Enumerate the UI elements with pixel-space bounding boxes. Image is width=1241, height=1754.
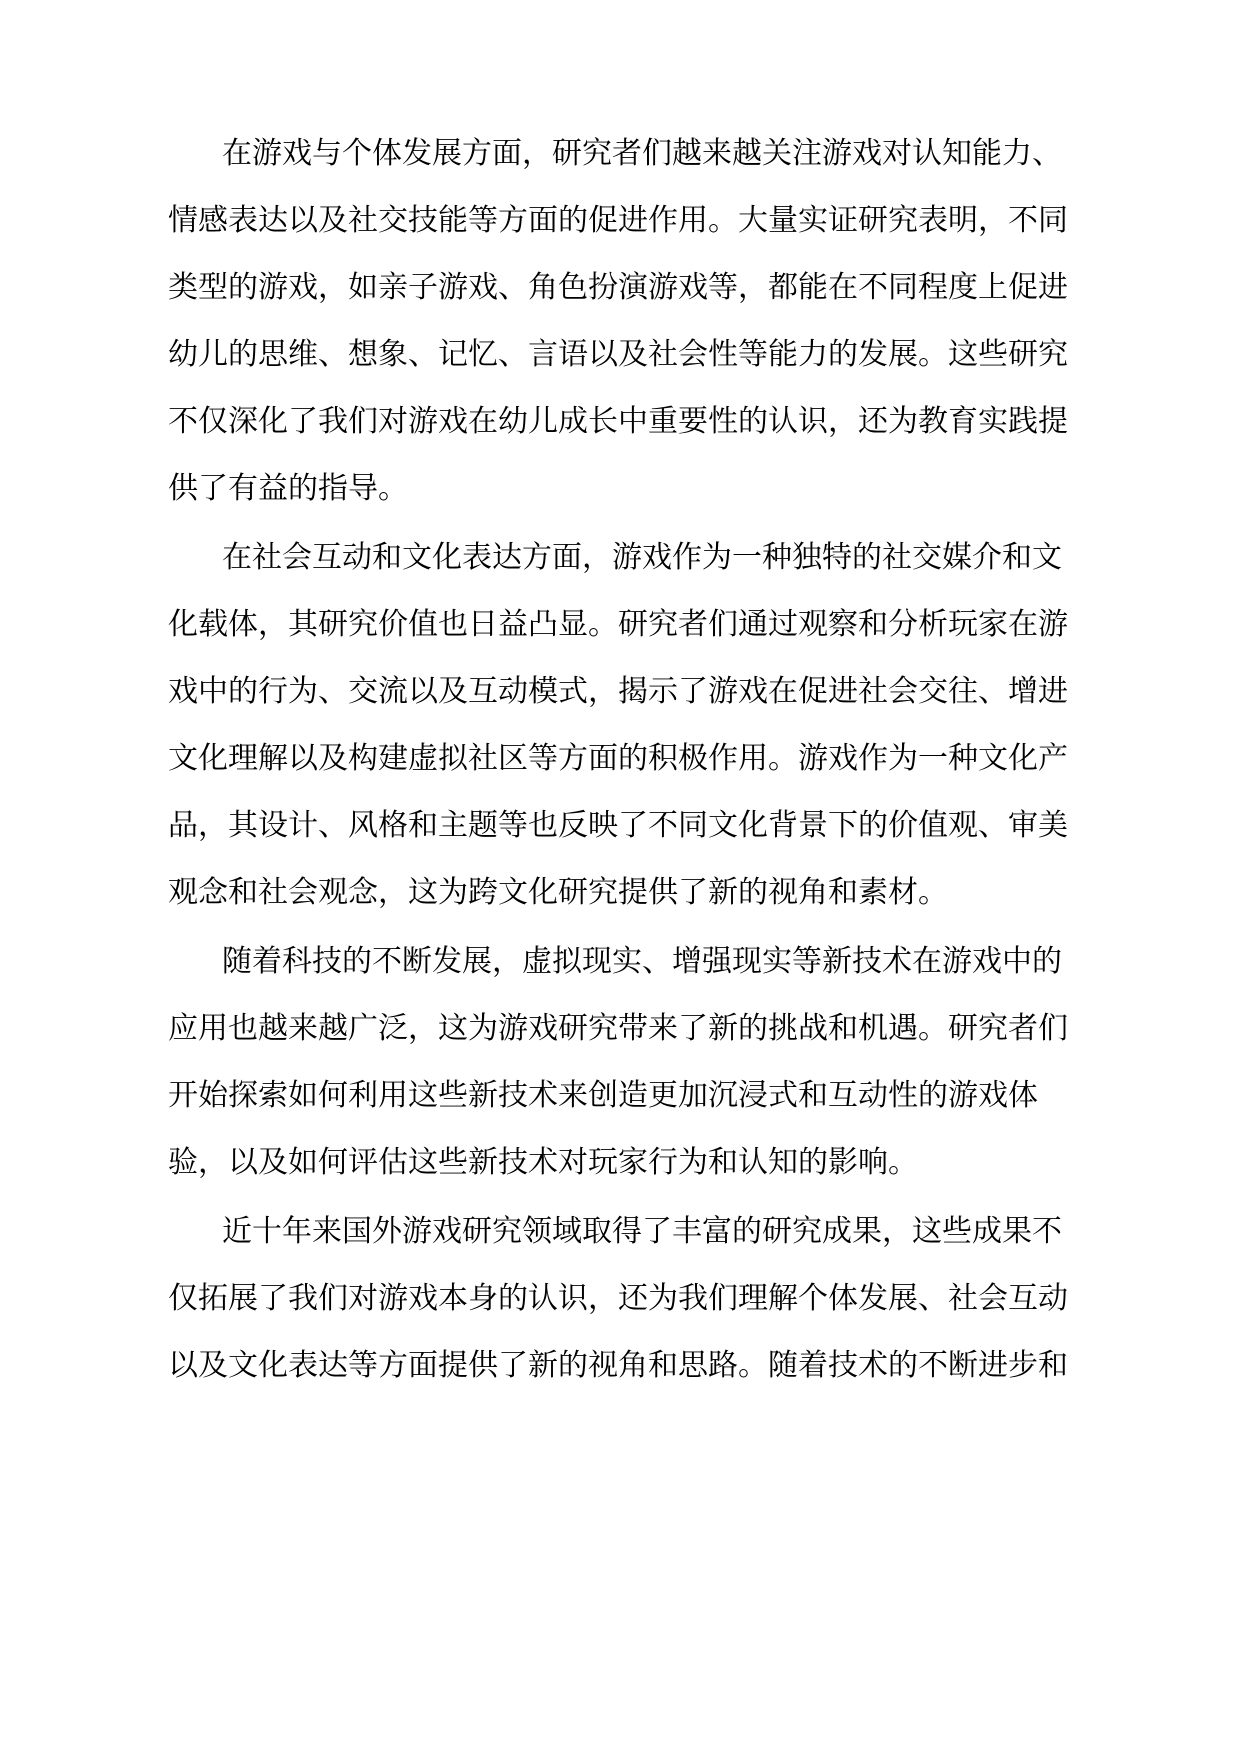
text-line: 随着科技的不断发展，虚拟现实、增强现实等新技术在游戏中的 [222, 944, 1062, 979]
text-line: 不仅深化了我们对游戏在幼儿成长中重要性的认识，还为教育实践提 [168, 404, 1068, 439]
text-line: 情感表达以及社交技能等方面的促进作用。大量实证研究表明，不同 [168, 203, 1068, 238]
text-line: 以及文化表达等方面提供了新的视角和思路。随着技术的不断进步和 [168, 1348, 1068, 1383]
text-line: 开始探索如何利用这些新技术来创造更加沉浸式和互动性的游戏体 [168, 1078, 1038, 1113]
text-line: 化载体，其研究价值也日益凸显。研究者们通过观察和分析玩家在游 [168, 607, 1068, 642]
text-line: 验，以及如何评估这些新技术对玩家行为和认知的影响。 [168, 1145, 918, 1180]
text-line: 文化理解以及构建虚拟社区等方面的积极作用。游戏作为一种文化产 [168, 741, 1068, 776]
text-line: 应用也越来越广泛，这为游戏研究带来了新的挑战和机遇。研究者们 [168, 1011, 1068, 1046]
text-line: 供了有益的指导。 [168, 471, 408, 506]
text-line: 仅拓展了我们对游戏本身的认识，还为我们理解个体发展、社会互动 [168, 1281, 1068, 1316]
text-line: 观念和社会观念，这为跨文化研究提供了新的视角和素材。 [168, 875, 948, 910]
text-line: 幼儿的思维、想象、记忆、言语以及社会性等能力的发展。这些研究 [168, 337, 1068, 372]
text-line: 品，其设计、风格和主题等也反映了不同文化背景下的价值观、审美 [168, 808, 1068, 843]
text-line: 戏中的行为、交流以及互动模式，揭示了游戏在促进社会交往、增进 [168, 674, 1068, 709]
text-line: 近十年来国外游戏研究领域取得了丰富的研究成果，这些成果不 [222, 1214, 1062, 1249]
text-line: 类型的游戏，如亲子游戏、角色扮演游戏等，都能在不同程度上促进 [168, 270, 1068, 305]
text-line: 在游戏与个体发展方面，研究者们越来越关注游戏对认知能力、 [222, 136, 1062, 171]
text-line: 在社会互动和文化表达方面，游戏作为一种独特的社交媒介和文 [222, 540, 1062, 575]
